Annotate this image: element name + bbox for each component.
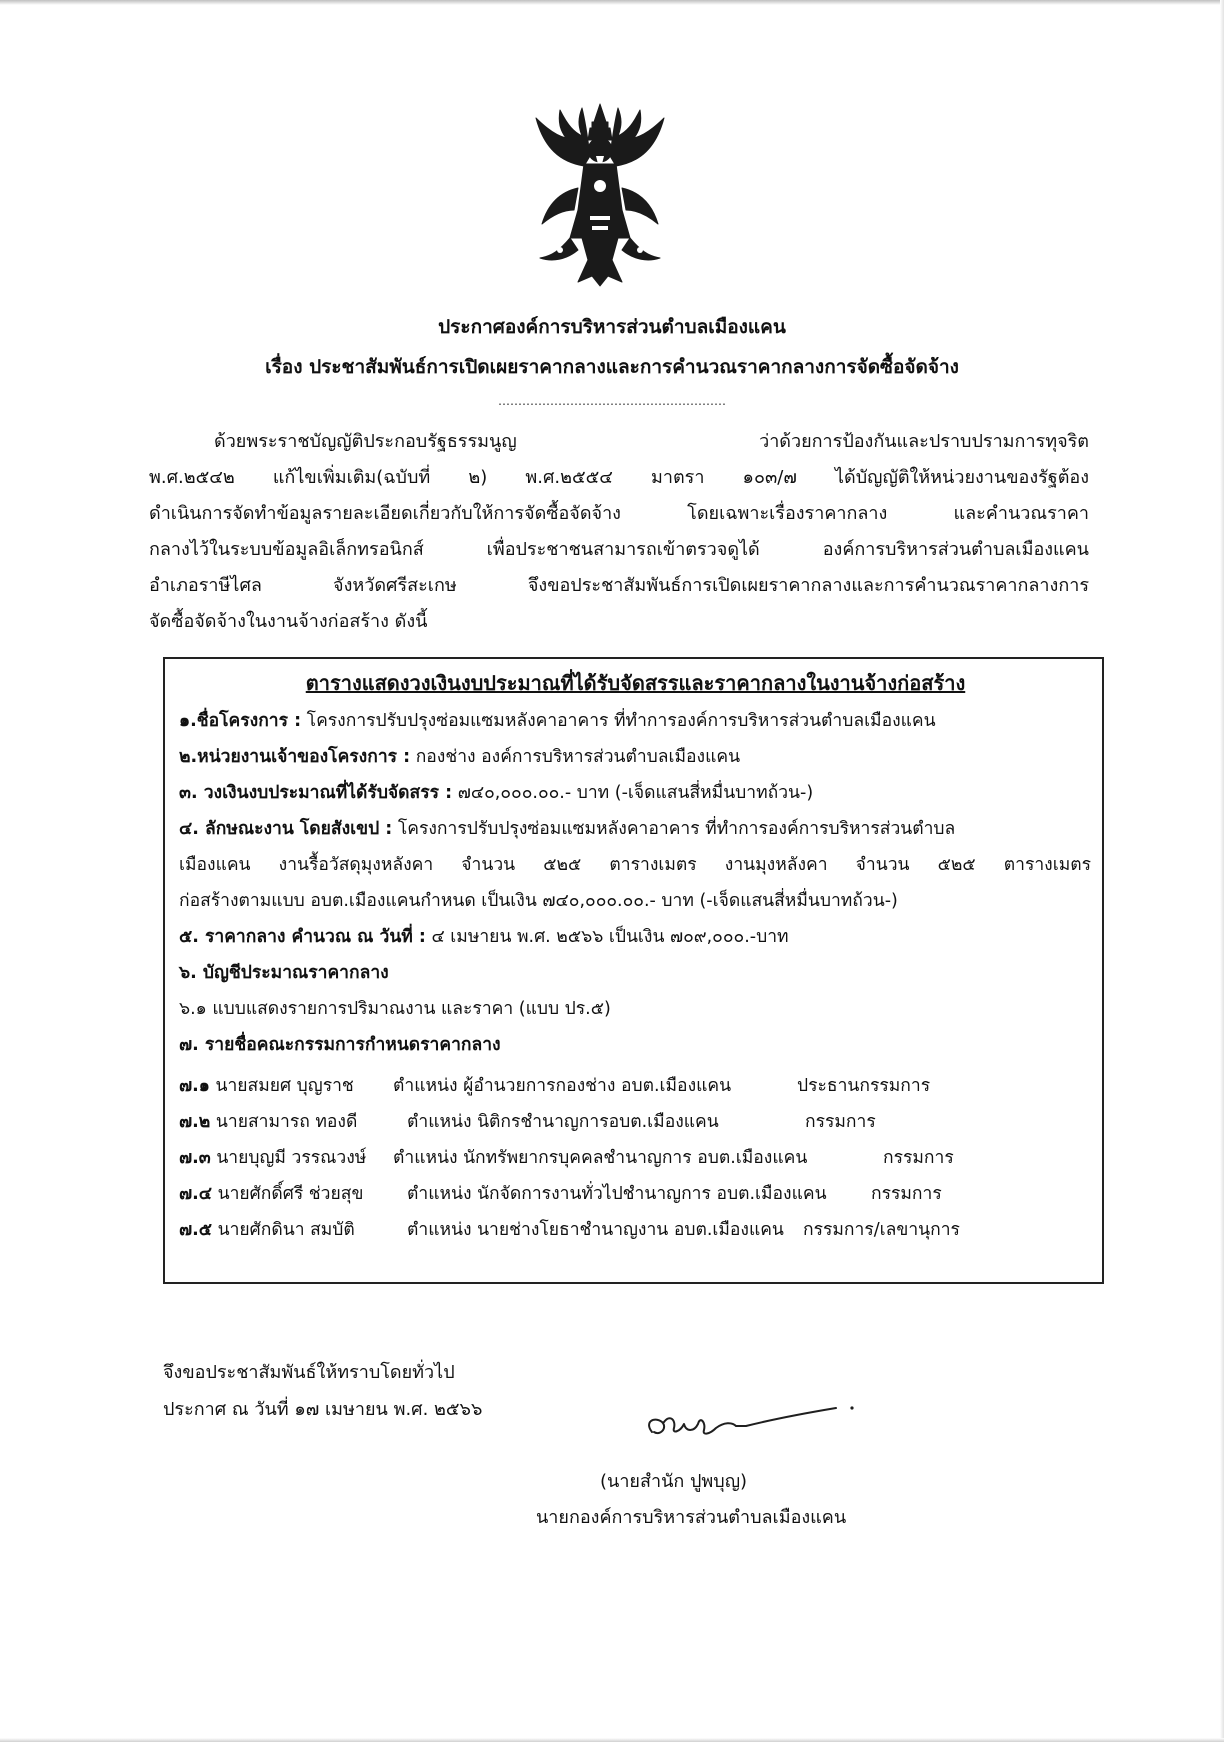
- item-label: ๑.ชื่อโครงการ :: [179, 711, 302, 731]
- body-line-3: ดำเนินการจัดทำข้อมูลรายละเอียดเกี่ยวกับให้การจัดซื้อจัดจ้าง โดยเฉพาะเรื่องราคากลาง และคำนวณราคา: [149, 503, 1089, 524]
- member-number: ๗.๒: [179, 1112, 211, 1132]
- table-title: ตารางแสดงวงเงินงบประมาณที่ได้รับจัดสรรและราคากลางในงานจ้างก่อสร้าง: [305, 671, 966, 695]
- member-position: ตำแหน่ง นิติกรชำนาญการอบต.เมืองแคน: [407, 1112, 719, 1132]
- item-label: ๒.หน่วยงานเจ้าของโครงการ :: [179, 747, 411, 767]
- member-position: ตำแหน่ง นายช่างโยธาชำนาญงาน อบต.เมืองแคน: [407, 1220, 784, 1240]
- item-budget: [179, 781, 813, 805]
- item-label: ๔. ลักษณะงาน โดยสังเขป :: [179, 819, 393, 839]
- announcement-title: ประกาศองค์การบริหารส่วนตำบลเมืองแคน: [438, 316, 786, 338]
- item-work-summary: [179, 817, 955, 841]
- body-line-1: ด้วยพระราชบัญญัติประกอบรัฐธรรมนูญ ว่าด้วยการป้องกันและปราบปรามการทุจริต: [214, 431, 1089, 452]
- item-label: ๕. ราคากลาง คำนวณ ณ วันที่ :: [179, 927, 426, 947]
- garuda-emblem: [530, 100, 670, 290]
- announcement-subject: เรื่อง ประชาสัมพันธ์การเปิดเผยราคากลางและการคำนวณราคากลางการจัดซื้อจัดจ้าง: [265, 356, 959, 378]
- scan-edge-bottom: [0, 1738, 1224, 1742]
- member-number: ๗.๔: [179, 1184, 213, 1204]
- item-value: ๔ เมษายน พ.ศ. ๒๕๖๖ เป็นเงิน ๗๐๙,๐๐๐.-บาท: [425, 927, 789, 947]
- body-line-4: กลางไว้ในระบบข้อมูลอิเล็กทรอนิกส์ เพื่อประชาชนสามารถเข้าตรวจดูได้ องค์การบริหารส่วนตำบลเมืองแคน: [149, 539, 1089, 560]
- item-median-price: [179, 925, 789, 949]
- closing-notice: จึงขอประชาสัมพันธ์ให้ทราบโดยทั่วไป: [163, 1362, 455, 1383]
- member-role: ประธานกรรมการ: [797, 1076, 931, 1096]
- budget-table-box: [163, 657, 1104, 1284]
- scan-edge-right: [1220, 0, 1224, 1742]
- item-owner-unit: [179, 745, 740, 769]
- member-name: นายสามารถ ทองดี: [210, 1112, 358, 1132]
- item-label: ๓. วงเงินงบประมาณที่ได้รับจัดสรร :: [179, 783, 453, 803]
- member-role: กรรมการ: [883, 1148, 954, 1168]
- announcement-date: ประกาศ ณ วันที่ ๑๗ เมษายน พ.ศ. ๒๕๖๖: [163, 1399, 483, 1420]
- title-divider: …………………………………………………: [498, 394, 726, 408]
- item-work-summary-line-3: ก่อสร้างตามแบบ อบต.เมืองแคนกำหนด เป็นเงิน ๗๔๐,๐๐๐.๐๐.- บาท (-เจ็ดแสนสี่หมื่นบาทถ้วน-): [179, 891, 898, 911]
- member-position: ตำแหน่ง นักจัดการงานทั่วไปชำนาญการ อบต.เมืองแคน: [407, 1184, 827, 1204]
- item-value: ๗๔๐,๐๐๐.๐๐.- บาท (-เจ็ดแสนสี่หมื่นบาทถ้วน-): [452, 783, 814, 803]
- body-line-6: จัดซื้อจัดจ้างในงานจ้างก่อสร้าง ดังนี้: [149, 611, 428, 632]
- member-number: ๗.๕: [179, 1220, 213, 1240]
- member-position: ตำแหน่ง นักทรัพยากรบุคคลชำนาญการ อบต.เมืองแคน: [393, 1148, 808, 1168]
- item-price-list: ๖. บัญชีประมาณราคากลาง: [179, 963, 389, 983]
- item-value: โครงการปรับปรุงซ่อมแซมหลังคาอาคาร ที่ทำการองค์การบริหารส่วนตำบล: [392, 819, 956, 839]
- member-role: กรรมการ/เลขานุการ: [803, 1220, 960, 1240]
- signatory-title: นายกองค์การบริหารส่วนตำบลเมืองแคน: [536, 1507, 847, 1528]
- item-value: กองช่าง องค์การบริหารส่วนตำบลเมืองแคน: [410, 747, 741, 767]
- item-project-name: [179, 709, 936, 733]
- member-name: นายสมยศ บุญราช: [209, 1076, 354, 1096]
- handwritten-signature: [640, 1392, 860, 1452]
- item-committee: ๗. รายชื่อคณะกรรมการกำหนดราคากลาง: [179, 1035, 501, 1055]
- member-role: กรรมการ: [871, 1184, 942, 1204]
- member-number: ๗.๓: [179, 1148, 211, 1168]
- member-position: ตำแหน่ง ผู้อำนวยการกองช่าง อบต.เมืองแคน: [393, 1076, 732, 1096]
- signatory-name: (นายสำนัก ปูพบุญ): [600, 1471, 748, 1492]
- member-name: นายบุญมี วรรณวงษ์: [210, 1148, 367, 1168]
- member-name: นายศักดินา สมบัติ: [212, 1220, 355, 1240]
- member-name: นายศักดิ์ศรี ช่วยสุข: [212, 1184, 364, 1204]
- body-line-5: อำเภอราษีไศล จังหวัดศรีสะเกษ จึงขอประชาสัมพันธ์การเปิดเผยราคากลางและการคำนวณราคากลางการ: [149, 575, 1089, 596]
- item-value: โครงการปรับปรุงซ่อมแซมหลังคาอาคาร ที่ทำการองค์การบริหารส่วนตำบลเมืองแคน: [301, 711, 936, 731]
- member-role: กรรมการ: [805, 1112, 876, 1132]
- item-price-list-form: ๖.๑ แบบแสดงรายการปริมาณงาน และราคา (แบบ ปร.๕): [179, 999, 611, 1019]
- scan-edge-top: [0, 0, 1224, 5]
- item-work-summary-line-2: เมืองแคน งานรื้อวัสดุมุงหลังคา จำนวน ๕๒๕ ตารางเมตร งานมุงหลังคา จำนวน ๕๒๕ ตารางเมตร: [179, 855, 1091, 875]
- body-line-2: พ.ศ.๒๕๔๒ แก้ไขเพิ่มเติม(ฉบับที่ ๒) พ.ศ.๒๕๕๔ มาตรา ๑๐๓/๗ ได้บัญญัติให้หน่วยงานของรัฐต้อง: [149, 467, 1089, 488]
- member-number: ๗.๑: [179, 1076, 210, 1096]
